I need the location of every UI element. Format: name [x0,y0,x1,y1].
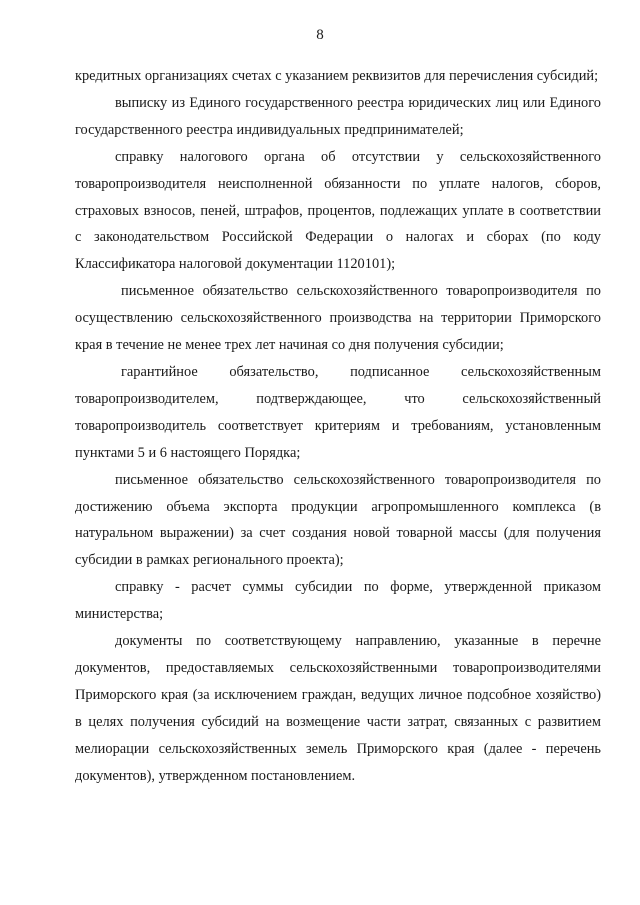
paragraph-state-register-extract: выписку из Единого государственного реестра юридических лиц или Единого государственного реестра индивидуальных предпринимателей; [75,94,601,138]
paragraph-tax-certificate: справку налогового органа об отсутствии у сельскохозяйственного товаропроизводителя неисполненной обязанности по уплате налогов, сборов, страховых взносов, пеней, штрафов, процентов, подлежащих уплате в соответствии с законодательством Российской Федерации о налогах и сборах (по коду Классификатора налоговой документации 1120101); [75,148,601,273]
page-number: 8 [316,27,324,43]
paragraph-subsidy-calculation: справку - расчет суммы субсидии по форме, утвержденной приказом министерства; [75,579,601,623]
paragraph-bank-accounts: кредитных организациях счетах с указанием реквизитов для перечисления субсидий; [75,68,599,84]
paragraph-guarantee-obligation: гарантийное обязательство, подписанное сельскохозяйственным товаропроизводителем, подтверждающее, что сельскохозяйственный товаропроизводитель соответствует критериям и требованиям, установленным пунктами 5 и 6 настоящего Порядка; [75,363,601,461]
paragraph-documents-list: документы по соответствующему направлению, указанные в перечне документов, предоставляемых сельскохозяйственными товаропроизводителями Приморского края (за исключением граждан, ведущих личное подсобное хозяйство) в целях получения субсидий на возмещение части затрат, связанных с развитием мелиорации сельскохозяйственных земель Приморского края (далее - перечень документов), утвержденном постановлением. [75,633,601,784]
paragraph-export-obligation: письменное обязательство сельскохозяйственного товаропроизводителя по достижению объема экспорта продукции агропромышленного комплекса (в натуральном выражении) за счет создания новой товарной массы (для получения субсидии в рамках регионального проекта); [75,471,601,569]
paragraph-production-obligation: письменное обязательство сельскохозяйственного товаропроизводителя по осуществлению сельскохозяйственного производства на территории Приморского края в течение не менее трех лет начиная со дня получения субсидии; [75,283,601,354]
document-body [75,63,601,789]
